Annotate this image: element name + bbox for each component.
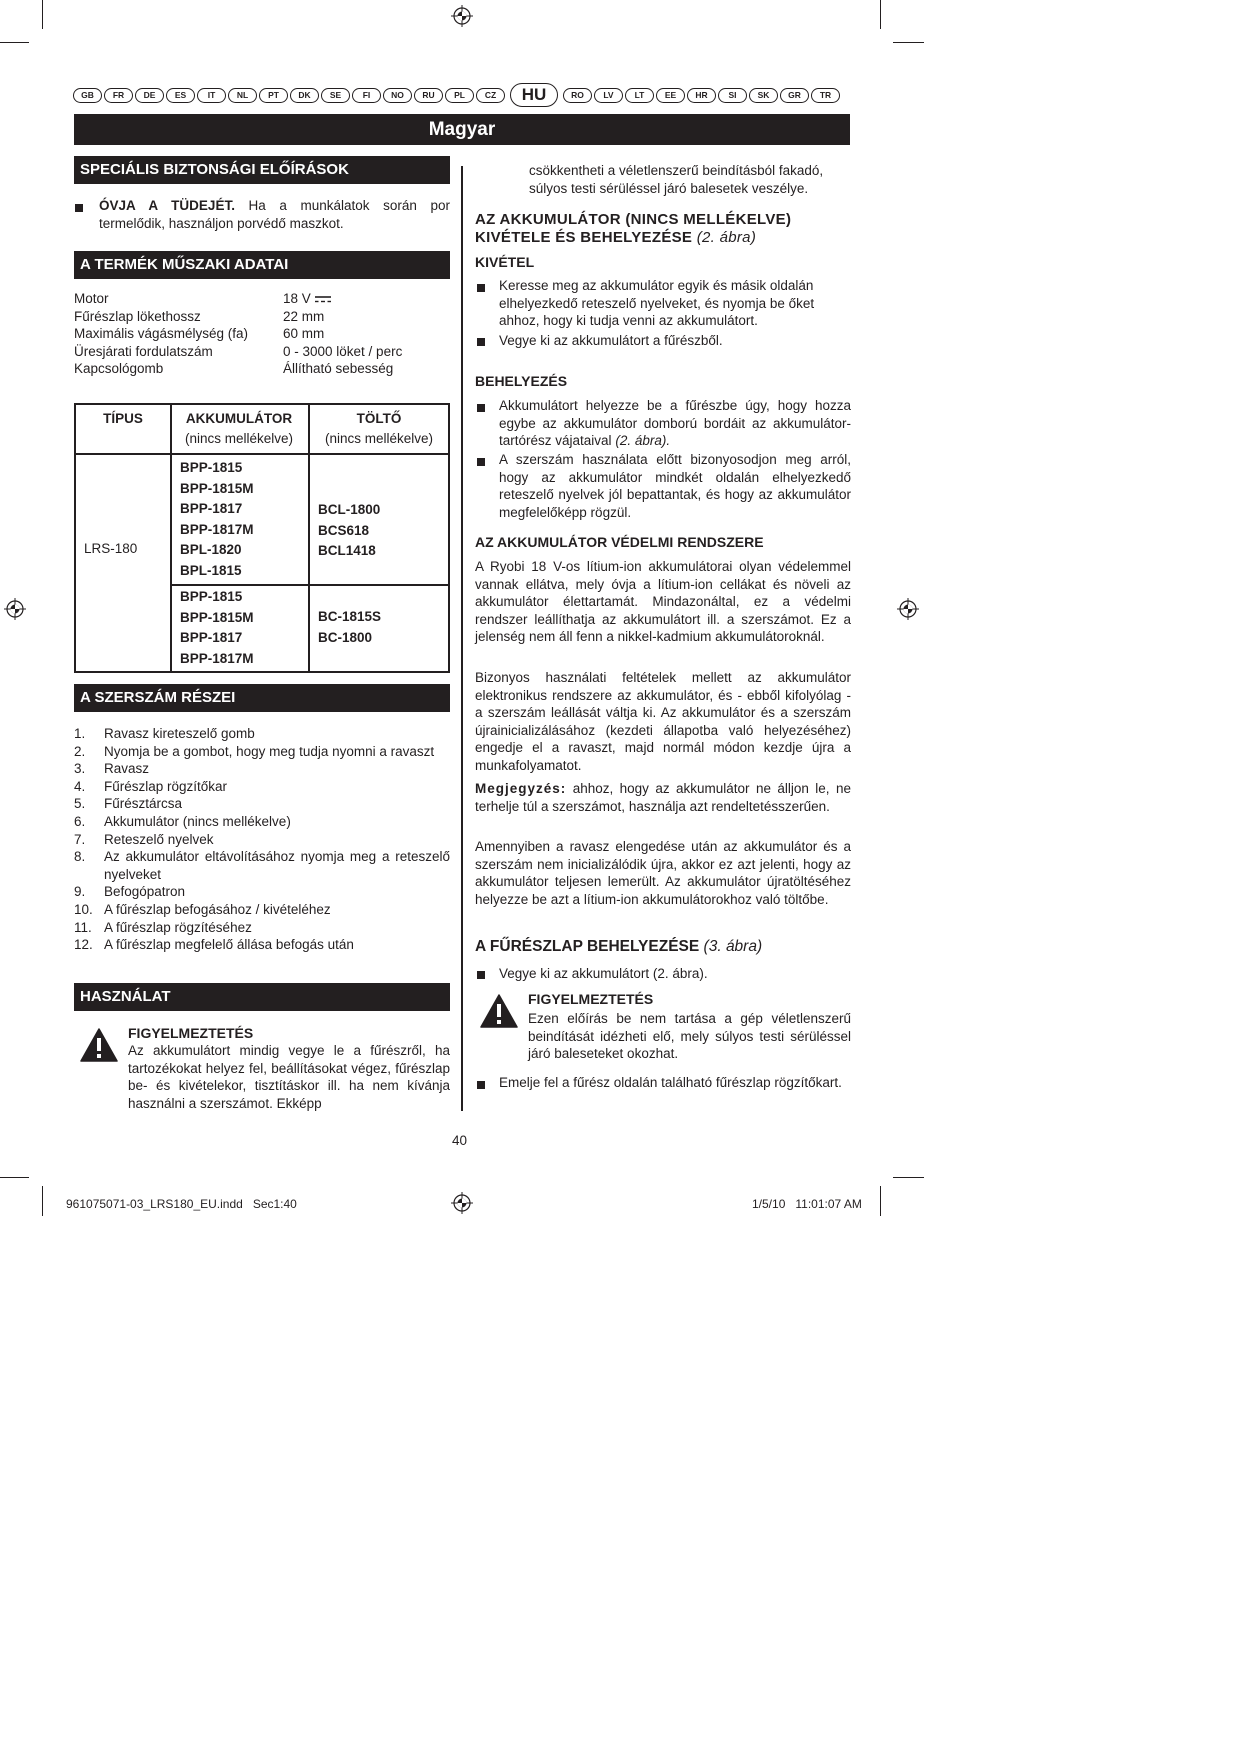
warning-icon [480, 994, 518, 1028]
battery-list-1: BPP-1815 BPP-1815M BPP-1817 BPP-1817M BPL-1820 BPL-1815 [180, 460, 254, 578]
insert-title: BEHELYEZÉS [475, 373, 568, 389]
bullet [477, 284, 485, 292]
crop-mark [0, 42, 29, 43]
spec-row [74, 325, 402, 343]
spec-label: Üresjárati fordulatszám [74, 343, 213, 359]
removal-item: Vegye ki az akkumulátort a fűrészből. [499, 333, 723, 348]
safety-item [99, 197, 450, 232]
crop-mark [880, 0, 881, 29]
list-item: 5. Fűrésztárcsa [74, 796, 183, 812]
spec-value: Állítható sebesség [283, 361, 394, 377]
note-para: Megjegyzés: ahhoz, hogy az akkumulátor ne álljon le, ne terhelje túl a szerszámot, használja azt rendeltetésszerűen. [475, 781, 851, 814]
battery-section-title: AZ AKKUMULÁTOR (NINCS MELLÉKELVE) KIVÉTELE ÉS BEHELYEZÉSE (2. ábra) [475, 211, 792, 246]
lang-badge: SI [718, 88, 747, 103]
lang-badge: RU [414, 88, 443, 103]
header-charger: TÖLTŐ [356, 411, 402, 426]
blade-section-title: A FŰRÉSZLAP BEHELYEZÉSE (3. ábra) [475, 938, 763, 955]
registration-mark-icon [451, 1192, 473, 1214]
bullet [477, 404, 485, 412]
list-item: 3. Ravasz [74, 761, 150, 777]
crop-mark [893, 42, 924, 43]
lang-badge: CZ [476, 88, 505, 103]
spec-row [74, 308, 402, 326]
lang-badge: EE [656, 88, 685, 103]
header-battery: AKKUMULÁTOR [185, 411, 293, 426]
crop-mark [0, 1177, 29, 1178]
list-item: 10. A fűrészlap befogásához / kivételéhez [74, 901, 331, 917]
lang-badge: GR [780, 88, 809, 103]
warning-title: FIGYELMEZTETÉS [128, 1025, 254, 1041]
warning-title: FIGYELMEZTETÉS [528, 991, 654, 1007]
spec-value: 60 mm [283, 326, 325, 342]
crop-mark [42, 1186, 43, 1216]
section-header-specs: A TERMÉK MŰSZAKI ADATAI [74, 251, 450, 279]
lang-badge: LT [625, 88, 654, 103]
lang-badge: DE [135, 88, 164, 103]
list-item: 8. Az akkumulátor eltávolításához nyomja meg a reteszelő nyelveket [74, 849, 450, 882]
lang-badge: DK [290, 88, 319, 103]
protection-para: A Ryobi 18 V-os lítium-ion akkumulátorai olyan védelemmel vannak ellátva, mely óvja a lítium-ion cellákat és növeli az akkumulátor élettartamát. Mindazonáltal, ez a védelmi rendszer leállíthatja az akkumulátort ill. a szerszámot. Ez a jelenség nem áll fenn a nikkel-kadmium akkumulátoroknál. [475, 559, 851, 645]
protection-para: Bizonyos használati feltételek mellett az akkumulátor elektronikus rendszere az akkumulátor, és - ebből kifolyólag - a szerszám leállását váltja ki. Az akkumulátor és a szerszám újrainicializálásához (kezdeti állapotba való helyezéséhez) engedje el a ravaszt, majd normál módon kezdje újra a munkafolyamatot. [475, 670, 851, 773]
spec-row [74, 343, 402, 361]
compatibility-table [74, 403, 450, 673]
spec-label: Kapcsológomb [74, 361, 164, 377]
lang-badge: FR [104, 88, 133, 103]
bullet [477, 971, 485, 979]
footer-datetime: 1/5/10 11:01:07 AM [752, 1197, 862, 1211]
lang-badge: PL [445, 88, 474, 103]
language-bar [73, 85, 840, 105]
list-item: 11. A fűrészlap rögzítéséhez [74, 919, 252, 935]
spec-label: Motor [74, 291, 109, 306]
insert-item: A szerszám használata előtt bizonyosodjon meg arról, hogy az akkumulátor mindkét oldalán elhelyezkedő reteszelő nyelvek jól bepattantak, és hogy az akkumulátor megfelelőképp rögzül. [499, 452, 851, 520]
section-header-special-safety: SPECIÁLIS BIZTONSÁGI ELŐÍRÁSOK [74, 156, 450, 184]
protection-para: Amennyiben a ravasz elengedése után az akkumulátor és a szerszám nem inicializálódik újra, akkor ez azt jelenti, hogy az akkumulátor teljesen lemerült. Az akkumulátor újratöltéséhez helyezze be azt a lítium-ion akkumulátorokhoz való töltőbe. [475, 839, 851, 907]
protection-title: AZ AKKUMULÁTOR VÉDELMI RENDSZERE [475, 534, 764, 550]
lang-badge: HR [687, 88, 716, 103]
lang-badge: NL [228, 88, 257, 103]
parts-list [74, 725, 450, 954]
charger-list-1: BCL-1800 BCS618 BCL1418 [318, 502, 381, 558]
header-charger-note: (nincs mellékelve) [324, 431, 434, 446]
dc-current-icon [315, 294, 331, 304]
continuation-text: csökkentheti a véletlenszerű beindításból fakadó, súlyos testi sérüléssel járó balesetek veszélye. [529, 163, 824, 196]
lang-badge: NO [383, 88, 412, 103]
safety-item-bold: ÓVJA A TÜDEJÉT. [99, 198, 235, 213]
list-item: 4. Fűrészlap rögzítőkar [74, 778, 228, 794]
section-header-usage: HASZNÁLAT [74, 983, 450, 1011]
crop-mark [880, 1186, 881, 1216]
warning-text: Az akkumulátort mindig vegye le a fűrészről, ha tartozékokat helyez fel, beállításokat végez, fűrészlap be- és kivételekor, tisztításkor ill. ha nem kívánja használni a szerszámot. Ekképp [128, 1043, 450, 1111]
spec-label: Maximális vágásmélység (fa) [74, 326, 249, 342]
list-item: 2. Nyomja be a gombot, hogy meg tudja nyomni a ravaszt [74, 743, 435, 759]
type-value: LRS-180 [84, 541, 138, 556]
lang-badge: LV [594, 88, 623, 103]
registration-mark-icon [897, 598, 919, 620]
lang-badge: TR [811, 88, 840, 103]
lang-badge: IT [197, 88, 226, 103]
spec-value: 22 mm [283, 308, 325, 324]
lang-badge: ES [166, 88, 195, 103]
header-battery-note: (nincs mellékelve) [184, 431, 294, 446]
registration-mark-icon [4, 598, 26, 620]
charger-list-2: BC-1815S BC-1800 [318, 609, 382, 645]
spec-row [74, 290, 402, 308]
lang-badge: SK [749, 88, 778, 103]
warning-text: Ezen előírás be nem tartása a gép véletlenszerű beindítását idézheti elő, mely súlyos testi sérüléssel járó baleseteket okozhat. [528, 1011, 851, 1062]
list-item: 6. Akkumulátor (nincs mellékelve) [74, 813, 291, 829]
bullet [75, 204, 83, 212]
spec-value: 0 - 3000 löket / perc [283, 343, 403, 359]
spec-value: 18 V [283, 290, 402, 308]
removal-item: Keresse meg az akkumulátor egyik és másik oldalán elhelyezkedő reteszelő nyelveket, és nyomja be őket ahhoz, hogy ki tudja venni az akkumulátort. [499, 278, 815, 329]
registration-mark-icon [451, 5, 473, 27]
footer-file: 961075071-03_LRS180_EU.indd Sec1:40 [66, 1197, 297, 1211]
column-divider [461, 166, 463, 1111]
list-item: 1. Ravasz kireteszelő gomb [74, 726, 255, 741]
spec-row [74, 360, 402, 378]
section-header-parts: A SZERSZÁM RÉSZEI [74, 684, 450, 712]
removal-title: KIVÉTEL [475, 254, 535, 270]
spec-label: Fűrészlap lökethossz [74, 308, 201, 324]
lang-badge: GB [73, 88, 102, 103]
crop-mark [893, 1177, 924, 1178]
bullet [477, 1081, 485, 1089]
blade-item: Emelje fel a fűrész oldalán található fűrészlap rögzítőkart. [499, 1075, 842, 1090]
spec-table [74, 290, 402, 378]
warning-icon [80, 1028, 118, 1062]
list-item: 12. A fűrészlap megfelelő állása befogás után [74, 937, 354, 953]
list-item: 9. Befogópatron [74, 884, 186, 900]
lang-badge-active: HU [510, 83, 558, 107]
battery-list-2: BPP-1815 BPP-1815M BPP-1817 BPP-1817M [180, 589, 254, 666]
crop-mark [42, 0, 43, 29]
header-type: TÍPUS [103, 411, 143, 426]
lang-badge: FI [352, 88, 381, 103]
list-item: 7. Reteszelő nyelvek [74, 831, 214, 847]
blade-item: Vegye ki az akkumulátort (2. ábra). [499, 966, 708, 981]
safety-item-text: Ha a munkálatok során por termelődik, használjon porvédő maszkot. [99, 198, 450, 231]
page-number: 40 [452, 1133, 468, 1148]
insert-item: Akkumulátort helyezze be a fűrészbe úgy, hogy hozza egybe az akkumulátor domború bordáit az akkumulátor-tartórész vájataival (2. ábra). [499, 398, 851, 449]
lang-badge: PT [259, 88, 288, 103]
lang-badge: RO [563, 88, 592, 103]
lang-badge: SE [321, 88, 350, 103]
bullet [477, 458, 485, 466]
bullet [477, 338, 485, 346]
language-banner: Magyar [74, 114, 850, 145]
